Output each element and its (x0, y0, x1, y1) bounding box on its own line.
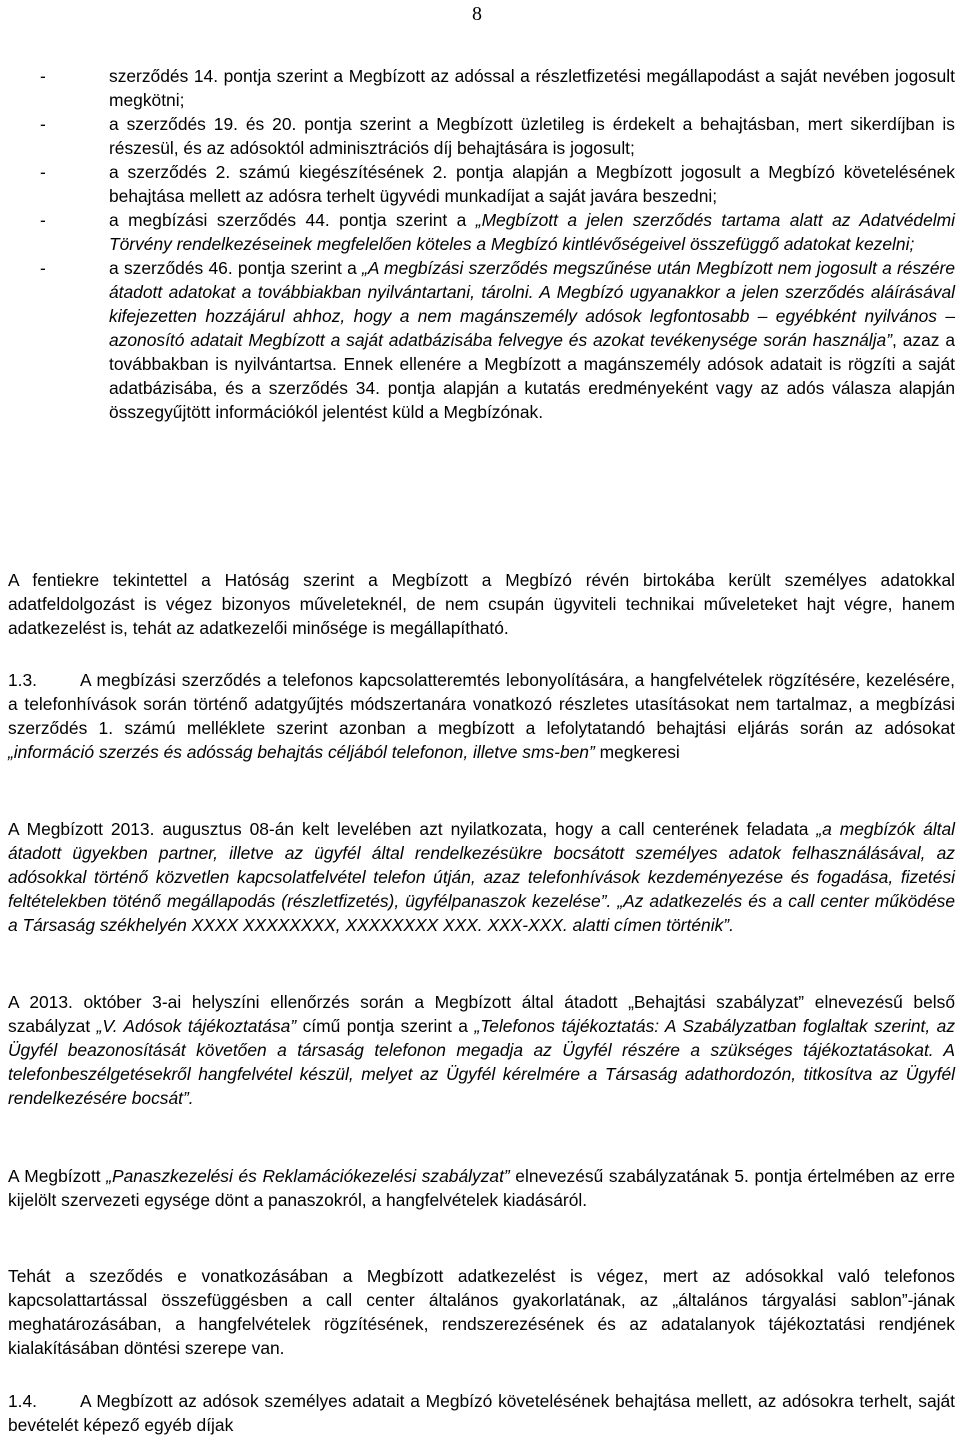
list-item (0, 208, 955, 256)
italic-quote: „Panaszkezelési és Reklamációkezelési szabályzat” (106, 1166, 510, 1186)
paragraph (8, 1389, 955, 1437)
text-run: című pontja szerint a (296, 1016, 475, 1036)
section-number: 1.3. (8, 670, 38, 690)
list-item (0, 64, 955, 112)
paragraph (8, 568, 955, 640)
italic-quote: „Telefonos tájékoztatás: A Szabályzatban foglaltak szerint, az Ügyfél beazonosítását követően a társaság telefonon megadja az Ügyfél részére a szükséges tájékoztatásokat. A telefonbeszélgetésekről hangfelvétel készül, melyet az Ügyfél kérelmére a Társaság adathordozón, titkosítva az Ügyfél rendelkezésére bocsát”. (8, 1016, 956, 1108)
text-run: szerződés 14. pontja szerint a Megbízott az adóssal a részletfizetési megállapodást a saját nevében jogosult megkötni; (109, 66, 955, 110)
list-item (0, 160, 955, 208)
list-item (0, 256, 955, 424)
page-number: 8 (472, 3, 482, 25)
text-run: A Megbízott az adósok személyes adatait a Megbízó követelésének behajtása mellett, az adósokra terhelt, saját bevételét képező egyéb díjak (8, 1391, 955, 1435)
list-item (0, 112, 955, 160)
text-run: Tehát a szeződés e vonatkozásában a Megbízott adatkezelést is végez, mert az adósokkal való telefonos kapcsolattartással összefüggésben a call center általános gyakorlatának, az „általános tárgyalási sablon”-jának meghatározásában, a hangfelvételek rögzítésének, rendszerezésének és az adatalanyok tájékoztatási rendjének kialakításában döntési szerepe van. (8, 1266, 955, 1358)
text-run: A 2013. október 3-ai helyszíni ellenőrzés során a Megbízott által átadott „Behajtási szabályzat” elnevezésű belső szabályzat (8, 992, 955, 1036)
paragraph (8, 668, 955, 764)
section-number: 1.4. (8, 1391, 38, 1411)
text-run: a megbízási szerződés 44. pontja szerint a (109, 210, 476, 230)
text-run: A Megbízott 2013. augusztus 08-án kelt levelében azt nyilatkozata, hogy a call centerének feladata (8, 819, 817, 839)
italic-quote: „a megbízók által átadott ügyekben partner, illetve az ügyfél által rendelkezésükre bocsátott személyes adatok felhasználásával, az adósokkal történő közvetlen kapcsolatfelvétel telefon útján, azaz telefonhívások kezdeményezése és fogadása, fizetési feltételekben töténő megállapodás (részletfizetés), ügyfélpanaszok kezelése”. „Az adatkezelés és a call center működése a Társaság székhelyén XXXX XXXXXXXX, XXXXXXXX XXX. XXX-XXX. alatti címen történik”. (8, 819, 955, 935)
paragraph (8, 817, 955, 937)
text-run: A megbízási szerződés a telefonos kapcsolatteremtés lebonyolítására, a hangfelvételek rögzítésére, kezelésére, a telefonhívások során történő adatgyűjtés módszertanára vonatkozó részletes utasításokat nem tartalmaz, a megbízási szerződés 1. számú melléklete szerint azonban a megbízott a lefolytatandó behajtási eljárás során az adósokat (8, 670, 955, 738)
bullet-list (0, 64, 955, 424)
paragraph (8, 990, 955, 1110)
text-run: , azaz a továbbakban is nyilvántartsa. Ennek ellenére a Megbízott a magánszemély adósok adatait is rögzíti a saját adatbázisába, és a szerződés 34. pontja alapján a kutatás eredményeként vagy az adós válasza alapján összegyűjtött információkól jelentést küld a Megbízónak. (109, 330, 955, 422)
italic-quote: „A megbízási szerződés megszűnése után Megbízott nem jogosult a részére átadott adatokat a továbbiakban nyilvántartani, tárolni. A Megbízó ugyanakkor a jelen szerződés aláírásával kifejezetten hozzájárul ahhoz, hogy a nem magánszemély adósok legfontosabb – egyébként nyilvános – azonosító adatait Megbízott a saját adatbázisába felvegye és azokat tevékenysége során használja” (109, 258, 956, 350)
text-run: elnevezésű szabályzatának 5. pontja értelmében az erre kijelölt szervezeti egysége dönt a panaszokról, a hangfelvételek kiadásáról. (8, 1166, 956, 1210)
paragraph (8, 1164, 955, 1212)
text-run: a szerződés 2. számú kiegészítésének 2. pontja alapján a Megbízott jogosult a Megbízó követelésének behajtása mellett az adósra terhelt ügyvédi munkadíjat a saját javára beszedni; (109, 162, 955, 206)
text-run: A Megbízott (8, 1166, 107, 1186)
italic-quote: „V. Adósok tájékoztatása” (96, 1016, 297, 1036)
text-run: A fentiekre tekintettel a Hatóság szerint a Megbízott a Megbízó révén birtokába került személyes adatokkal adatfeldolgozást is végez bizonyos műveleteknél, de nem csupán ügyviteli technikai műveleteket hajt végre, hanem adatkezelést is, tehát az adatkezelői minősége is megállapítható. (8, 570, 955, 638)
text-run: a szerződés 46. pontja szerint a (109, 258, 363, 278)
paragraph (8, 1264, 955, 1360)
text-run: a szerződés 19. és 20. pontja szerint a Megbízott üzletileg is érdekelt a behajtásban, mert sikerdíjban is részesül, és az adósoktól adminisztrációs díj behajtására is jogosult; (109, 114, 955, 158)
text-run: megkeresi (594, 742, 680, 762)
italic-quote: „információ szerzés és adósság behajtás céljából telefonon, illetve sms-ben” (8, 742, 595, 762)
italic-quote: „Megbízott a jelen szerződés tartama alatt az Adatvédelmi Törvény rendelkezéseinek megfelelően köteles a Megbízó kintlévőségeivel összefüggő adatokat kezelni; (109, 210, 955, 254)
